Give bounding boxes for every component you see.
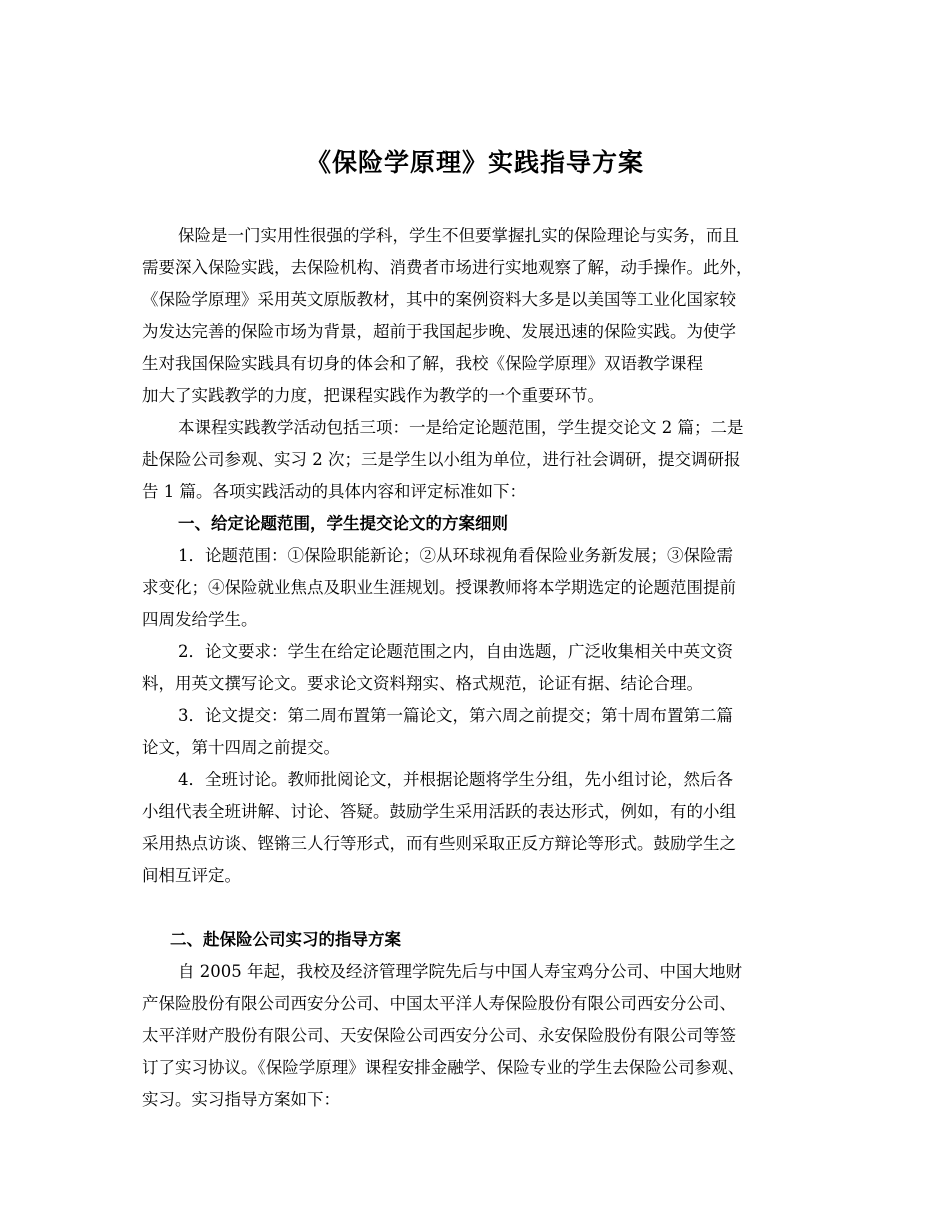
intro-line: 加大了实践教学的力度，把课程实践作为教学的一个重要环节。: [142, 386, 604, 405]
section2-heading: 二、赴保险公司实习的指导方案: [170, 930, 401, 949]
section2-line: 实习。实习指导方案如下：: [142, 1090, 340, 1109]
section1-item-line: 小组代表全班讲解、讨论、答疑。鼓励学生采用活跃的表达形式，例如，有的小组: [142, 802, 736, 821]
section1-item-line: 四周发给学生。: [142, 610, 258, 629]
section1-item-line: 间相互评定。: [142, 866, 241, 885]
intro-line: 保险是一门实用性很强的学科，学生不但要掌握扎实的保险理论与实务，而且: [178, 226, 739, 245]
section2-line: 订了实习协议。《保险学原理》课程安排金融学、保险专业的学生去保险公司参观、: [142, 1058, 745, 1077]
intro-line: 《保险学原理》采用英文原版教材，其中的案例资料大多是以美国等工业化国家较: [142, 290, 736, 309]
section2-line: 太平洋财产股份有限公司、天安保险公司西安分公司、永安保险股份有限公司等签: [142, 1026, 736, 1045]
section1-item-line: 料，用英文撰写论文。要求论文资料翔实、格式规范，论证有据、结论合理。: [142, 674, 703, 693]
section1-item-line: 4．全班讨论。教师批阅论文，并根据论题将学生分组，先小组讨论，然后各: [178, 770, 733, 789]
section1-item-line: 求变化；④保险就业焦点及职业生涯规划。授课教师将本学期选定的论题范围提前: [142, 578, 736, 597]
document-title: 《保险学原理》实践指导方案: [305, 148, 644, 177]
section1-item-line: 2．论文要求：学生在给定论题范围之内，自由选题，广泛收集相关中英文资: [178, 642, 733, 661]
activities-line: 赴保险公司参观、实习 2 次；三是学生以小组为单位，进行社会调研，提交调研报: [142, 450, 741, 469]
section1-heading: 一、给定论题范围，学生提交论文的方案细则: [178, 514, 508, 533]
section1-item-line: 1．论题范围：①保险职能新论；②从环球视角看保险业务新发展；③保险需: [178, 546, 733, 565]
intro-line: 生对我国保险实践具有切身的体会和了解，我校《保险学原理》双语教学课程: [142, 354, 703, 373]
intro-line: 为发达完善的保险市场为背景，超前于我国起步晚、发展迅速的保险实践。为使学: [142, 322, 736, 341]
intro-line: 需要深入保险实践，去保险机构、消费者市场进行实地观察了解，动手操作。此外，: [142, 258, 753, 277]
activities-line: 本课程实践教学活动包括三项：一是给定论题范围，学生提交论文 2 篇；二是: [178, 418, 744, 437]
section1-item-line: 采用热点访谈、铿锵三人行等形式，而有些则采取正反方辩论等形式。鼓励学生之: [142, 834, 736, 853]
section1-item-line: 3．论文提交：第二周布置第一篇论文，第六周之前提交；第十周布置第二篇: [178, 706, 733, 725]
section1-item-line: 论文，第十四周之前提交。: [142, 738, 340, 757]
section2-line: 自 2005 年起，我校及经济管理学院先后与中国人寿宝鸡分公司、中国大地财: [178, 962, 742, 981]
section2-line: 产保险股份有限公司西安分公司、中国太平洋人寿保险股份有限公司西安分公司、: [142, 994, 736, 1013]
activities-line: 告 1 篇。各项实践活动的具体内容和评定标准如下：: [142, 482, 526, 501]
